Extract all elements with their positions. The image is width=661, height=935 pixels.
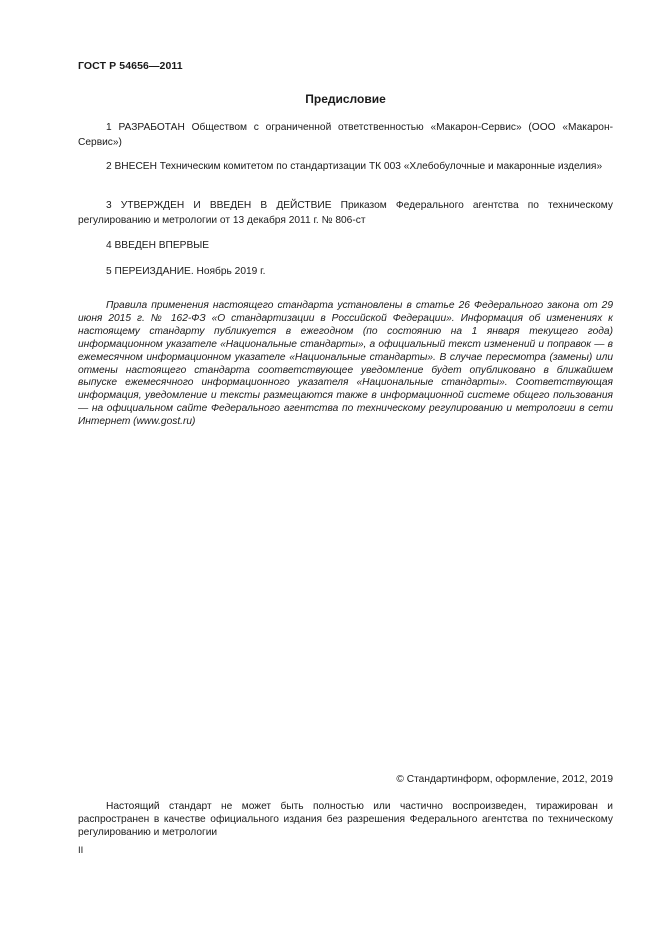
standard-code: ГОСТ Р 54656—2011	[78, 60, 183, 72]
foreword-title: Предисловие	[305, 92, 386, 106]
foreword-item-1: 1 РАЗРАБОТАН Обществом с ограниченной ответственностью «Макарон-Сервис» (ООО «Макарон-Сервис»)	[78, 122, 613, 148]
page-number: II	[78, 845, 84, 856]
foreword-item-3: 3 УТВЕРЖДЕН И ВВЕДЕН В ДЕЙСТВИЕ Приказом Федерального агентства по техническому регулированию и метрологии от 13 декабря 2011 г. № 806-ст	[78, 200, 613, 226]
foreword-item-4: 4 ВВЕДЕН ВПЕРВЫЕ	[106, 240, 210, 251]
application-rules-note: Правила применения настоящего стандарта установлены в статье 26 Федерального закона от 29 июня 2015 г. № 162-ФЗ «О стандартизации в Российской Федерации». Информация об изменениях к настоящему стандарту публикуется в ежегодном (по состоянию на 1 января текущего года) информационном указателе «Национальные стандарты», а официальный текст изменений и поправок — в ежемесячном информационном указателе «Национальные стандарты». В случае пересмотра (замены) или отмены настоящего стандарта соответствующее уведомление будет опубликовано в ближайшем выпуске ежемесячного информационного указателя «Национальные стандарты». Соответствующая информация, уведомление и тексты размещаются также в информационной системе общего пользования — на официальном сайте Федерального агентства по техническому регулированию и метрологии в сети Интернет (www.gost.ru)	[78, 300, 613, 428]
foreword-item-2: 2 ВНЕСЕН Техническим комитетом по стандартизации ТК 003 «Хлебобулочные и макаронные изделия»	[106, 161, 603, 172]
foreword-item-5: 5 ПЕРЕИЗДАНИЕ. Ноябрь 2019 г.	[106, 266, 266, 277]
reproduction-notice: Настоящий стандарт не может быть полностью или частично воспроизведен, тиражирован и распространен в качестве официального издания без разрешения Федерального агентства по техническому регулированию и метрологии	[78, 801, 613, 838]
copyright-line: © Стандартинформ, оформление, 2012, 2019	[396, 774, 613, 785]
